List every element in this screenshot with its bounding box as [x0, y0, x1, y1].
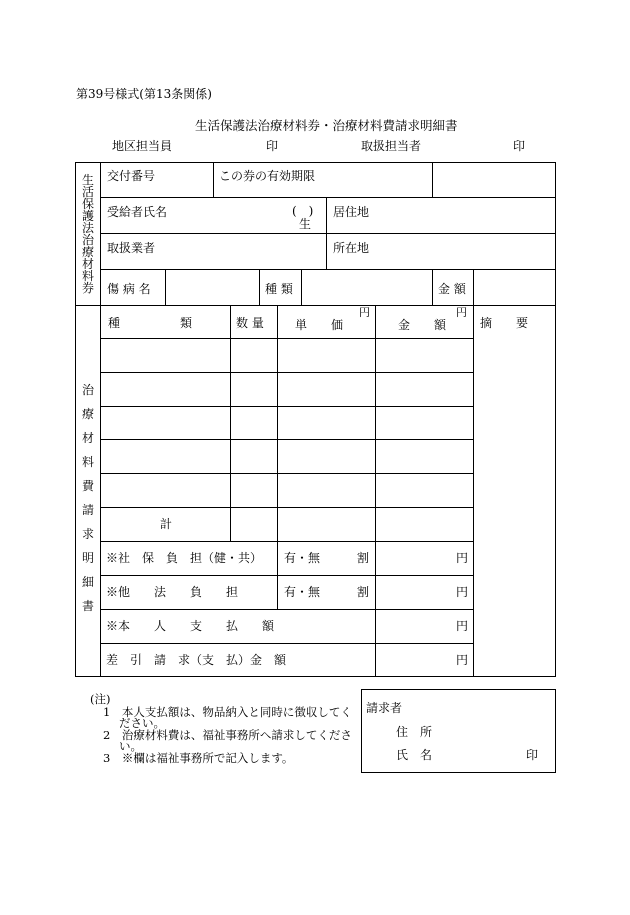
amount-yen: 円	[456, 306, 467, 319]
kind-label: 種 類	[265, 282, 293, 296]
social-yes-no: 有・無	[284, 551, 321, 565]
ticket-side-label: 生 活 保 護 法 治 療 材 料 券	[81, 173, 94, 295]
handler-company-label: 取扱業者	[107, 241, 156, 255]
col-unit-price: 単 価	[295, 318, 344, 332]
delivery-number-label: 交付番号	[107, 169, 156, 183]
note-2: 2 治療材料費は、福祉事務所へ請求してくださ	[103, 728, 352, 742]
district-staff-label: 地区担当員	[112, 139, 173, 153]
unit-price-yen: 円	[359, 306, 370, 319]
note-1: 1 本人支払額は、物品納入と同時に徴収してく	[103, 705, 352, 719]
self-pay-label: ※本 人 支 払 額	[106, 619, 275, 633]
statement-side-label: 治 療 材 料 費 請 求 明 細 書	[81, 383, 94, 613]
birth-mark: 生	[299, 217, 312, 231]
col-amount: 金 額	[398, 318, 447, 332]
claimant-name-label: 氏 名	[396, 748, 433, 762]
recipient-name-label: 受給者氏名	[107, 205, 168, 219]
claimant-address-label: 住 所	[396, 725, 433, 739]
social-yen: 円	[456, 551, 469, 565]
other-yen: 円	[456, 585, 469, 599]
amount-label: 金 額	[438, 282, 466, 296]
col-quantity: 数 量	[236, 316, 264, 330]
self-pay-yen: 円	[456, 619, 469, 633]
form-number: 第39号様式(第13条関係)	[76, 87, 212, 101]
validity-label: この券の有効期限	[219, 169, 316, 183]
notes-header: (注)	[90, 692, 111, 706]
total-label: 計	[160, 517, 173, 531]
page-title: 生活保護法治療材料券・治療材料費請求明細書	[195, 118, 458, 133]
age-paren: ( )	[292, 204, 314, 218]
residence-label: 居住地	[333, 205, 370, 219]
col-remarks: 摘 要	[480, 316, 529, 330]
net-claim-yen: 円	[456, 653, 469, 667]
claimant-title: 請求者	[366, 701, 403, 715]
location-label: 所在地	[333, 241, 370, 255]
social-insurance-label: ※社 保 負 担（健・共）	[106, 551, 263, 565]
other-ratio: 割	[357, 585, 370, 599]
note-2-cont: い。	[119, 739, 142, 753]
other-yes-no: 有・無	[284, 585, 321, 599]
district-seal-mark: 印	[266, 139, 279, 153]
note-3: 3 ※欄は福祉事務所で記入します。	[103, 751, 294, 765]
handler-staff-label: 取扱担当者	[361, 139, 422, 153]
net-claim-label: 差 引 請 求（支 払）金 額	[106, 653, 287, 667]
handler-seal-mark: 印	[513, 139, 526, 153]
other-law-label: ※他 法 負 担	[106, 585, 239, 599]
social-ratio: 割	[357, 551, 370, 565]
claimant-seal-mark: 印	[526, 748, 539, 762]
col-kind: 種 類	[108, 316, 193, 330]
disease-label: 傷 病 名	[107, 282, 151, 296]
note-1-cont: ださい。	[119, 716, 165, 730]
